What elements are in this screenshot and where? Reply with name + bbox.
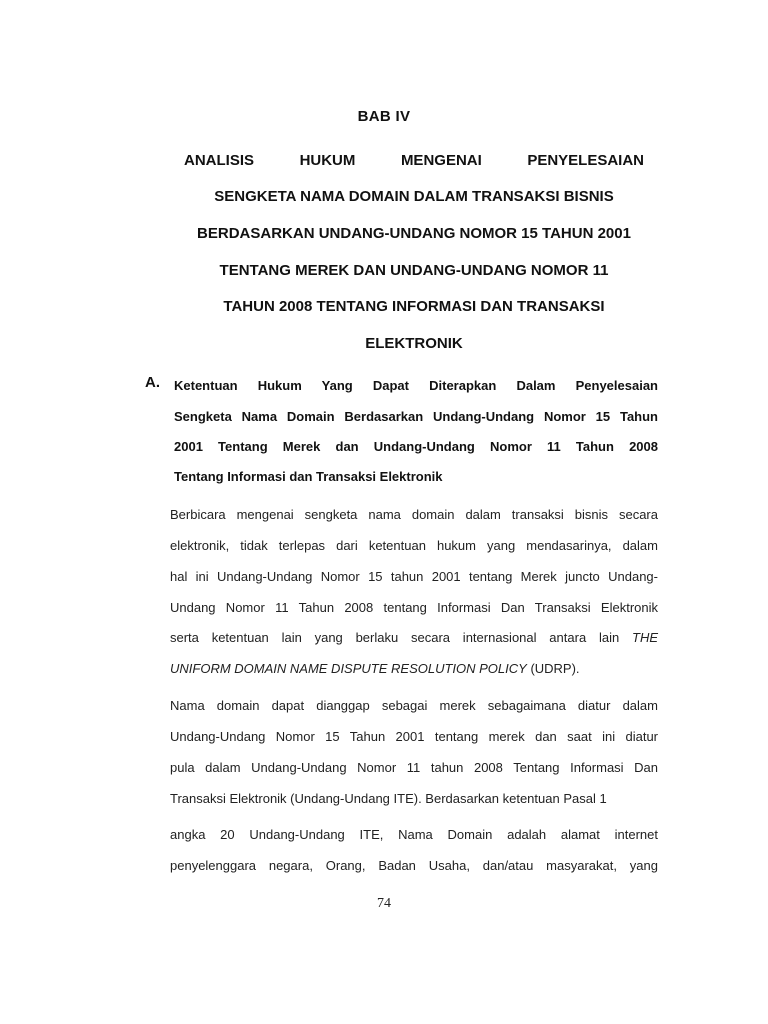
paragraph-2-line-2: Undang-Undang Nomor 15 Tahun 2001 tentang merek dan saat ini diatur bbox=[170, 729, 658, 744]
title-line-6: ELEKTRONIK bbox=[365, 335, 463, 352]
section-heading-line-3: 2001 Tentang Merek dan Undang-Undang Nomor 11 Tahun 2008 bbox=[174, 439, 658, 454]
paragraph-1-line-5 bbox=[170, 629, 658, 647]
title-word: PENYELESAIAN bbox=[527, 152, 645, 169]
paragraph-1-italic-policy: UNIFORM DOMAIN NAME DISPUTE RESOLUTION POLICY bbox=[170, 661, 527, 676]
paragraph-2-line-3: pula dalam Undang-Undang Nomor 11 tahun 2008 Tentang Informasi Dan bbox=[170, 760, 658, 775]
title-line-4: TENTANG MEREK DAN UNDANG-UNDANG NOMOR 11 bbox=[219, 262, 609, 279]
paragraph-1-line-5-text: serta ketentuan lain yang berlaku secara internasional antara lain bbox=[170, 630, 620, 645]
page-number: 74 bbox=[377, 896, 391, 911]
title-word: HUKUM bbox=[299, 152, 356, 169]
paragraph-1-italic-the: THE bbox=[632, 630, 658, 645]
title-word: ANALISIS bbox=[184, 152, 255, 169]
paragraph-1-line-4: Undang Nomor 11 Tahun 2008 tentang Informasi Dan Transaksi Elektronik bbox=[170, 600, 658, 615]
paragraph-3-line-2: penyelenggara negara, Orang, Badan Usaha, dan/atau masyarakat, yang bbox=[170, 858, 658, 873]
section-heading-line-4: Tentang Informasi dan Transaksi Elektronik bbox=[174, 469, 443, 484]
title-line-1 bbox=[184, 151, 644, 171]
section-heading-line-2: Sengketa Nama Domain Berdasarkan Undang-Undang Nomor 15 Tahun bbox=[174, 409, 658, 424]
title-line-3: BERDASARKAN UNDANG-UNDANG NOMOR 15 TAHUN 2001 bbox=[197, 225, 631, 242]
section-heading-line-1: Ketentuan Hukum Yang Dapat Diterapkan Dalam Penyelesaian bbox=[174, 378, 658, 393]
paragraph-1-line-6 bbox=[170, 660, 658, 678]
paragraph-1-line-1: Berbicara mengenai sengketa nama domain dalam transaksi bisnis secara bbox=[170, 507, 658, 522]
paragraph-1-line-2: elektronik, tidak terlepas dari ketentuan hukum yang mendasarinya, dalam bbox=[170, 538, 658, 553]
title-word: MENGENAI bbox=[400, 152, 482, 169]
paragraph-2-line-1: Nama domain dapat dianggap sebagai merek sebagaimana diatur dalam bbox=[170, 698, 658, 713]
paragraph-1-line-3: hal ini Undang-Undang Nomor 15 tahun 2001 tentang Merek juncto Undang- bbox=[170, 569, 658, 584]
section-letter: A. bbox=[145, 374, 160, 391]
title-line-2: SENGKETA NAMA DOMAIN DALAM TRANSAKSI BISNIS bbox=[214, 188, 614, 205]
paragraph-1-line-6-tail: (UDRP). bbox=[526, 661, 580, 676]
chapter-heading: BAB IV bbox=[357, 108, 411, 125]
paragraph-3-line-1: angka 20 Undang-Undang ITE, Nama Domain adalah alamat internet bbox=[170, 827, 658, 842]
title-line-5: TAHUN 2008 TENTANG INFORMASI DAN TRANSAKSI bbox=[223, 298, 605, 315]
paragraph-2-line-4: Transaksi Elektronik (Undang-Undang ITE). Berdasarkan ketentuan Pasal 1 bbox=[170, 791, 607, 806]
